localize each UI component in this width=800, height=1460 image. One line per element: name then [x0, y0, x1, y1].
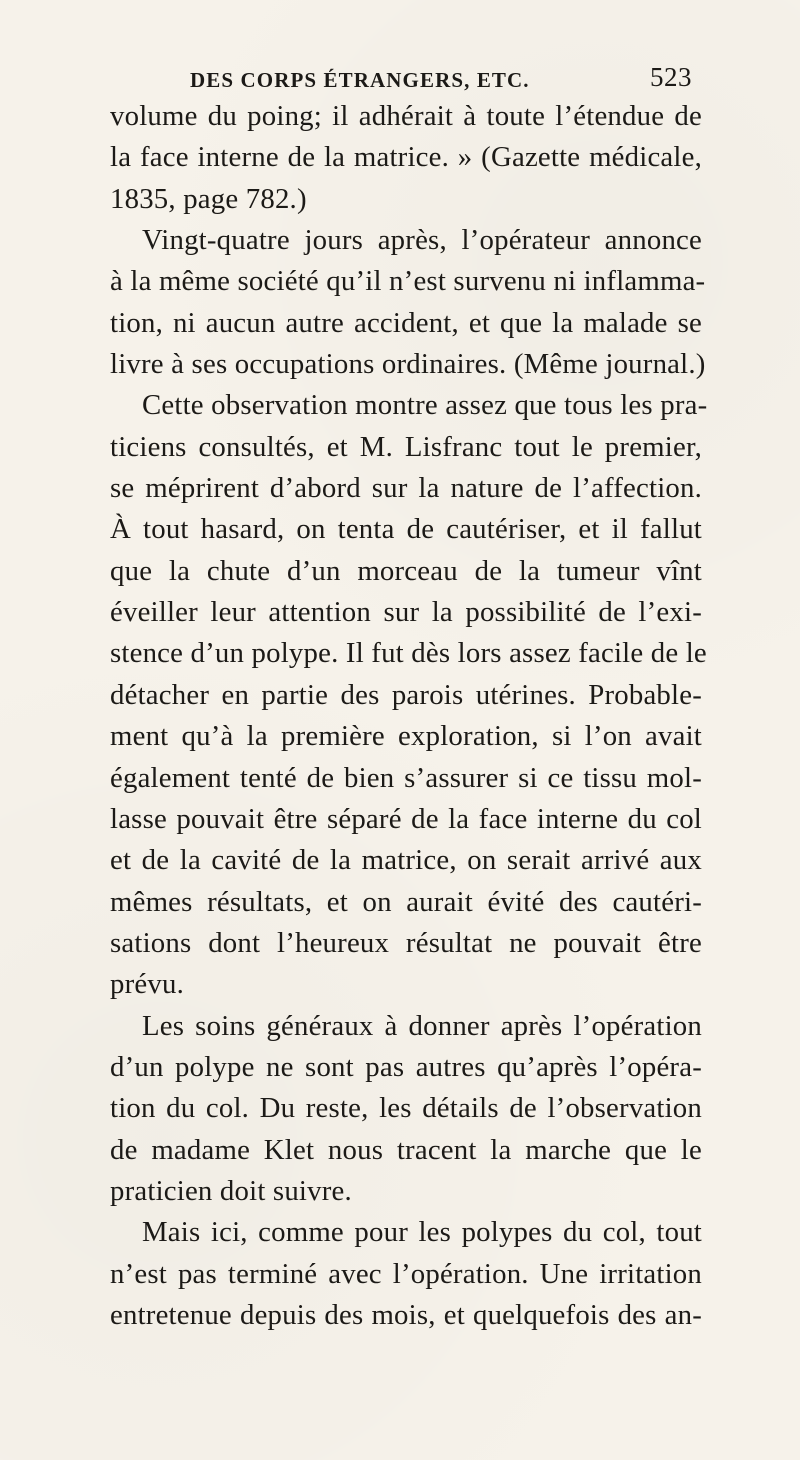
text-line: ment qu’à la première exploration, si l’on avait [110, 720, 702, 753]
text-line: que la chute d’un morceau de la tumeur vînt [110, 554, 702, 587]
body-text [110, 96, 708, 1336]
text-line: de madame Klet nous tracent la marche que le [110, 1133, 702, 1166]
text-line: À tout hasard, on tenta de cautériser, et il fallut [110, 513, 702, 546]
text-line: ticiens consultés, et M. Lisfranc tout le premier, [110, 430, 702, 463]
text-line: détacher en partie des parois utérines. Probable- [110, 678, 702, 711]
text-line: n’est pas terminé avec l’opération. Une irritation [110, 1257, 702, 1290]
text-line: stence d’un polype. Il fut dès lors assez facile de le [110, 637, 707, 670]
text-line: également tenté de bien s’assurer si ce tissu mol- [110, 761, 702, 794]
text-line: praticien doit suivre. [110, 1174, 352, 1207]
text-line: mêmes résultats, et on aurait évité des cautéri- [110, 885, 702, 918]
text-line: Vingt-quatre jours après, l’opérateur annonce [142, 224, 702, 257]
text-line: prévu. [110, 968, 184, 1001]
text-line: Cette observation montre assez que tous les pra- [142, 389, 708, 422]
text-line: sations dont l’heureux résultat ne pouvait être [110, 926, 702, 959]
running-head: DES CORPS ÉTRANGERS, ETC. [190, 68, 530, 92]
text-line: livre à ses occupations ordinaires. (Même journal.) [110, 348, 706, 381]
text-line: volume du poing; il adhérait à toute l’étendue de [110, 100, 702, 132]
text-line: 1835, page 782.) [110, 182, 307, 215]
text-line: Les soins généraux à donner après l’opération [142, 1009, 702, 1042]
text-line: tion, ni aucun autre accident, et que la malade se [110, 306, 702, 339]
text-line: la face interne de la matrice. » (Gazette médicale, [110, 141, 702, 174]
text-line: se méprirent d’abord sur la nature de l’affection. [110, 472, 702, 505]
text-line: à la même société qu’il n’est survenu ni inflamma- [110, 265, 706, 298]
text-line: et de la cavité de la matrice, on serait arrivé aux [110, 844, 702, 877]
page-number: 523 [650, 62, 692, 92]
text-line: éveiller leur attention sur la possibilité de l’exi- [110, 596, 702, 629]
text-line: entretenue depuis des mois, et quelquefois des an- [110, 1298, 702, 1331]
text-line: d’un polype ne sont pas autres qu’après l’opéra- [110, 1050, 702, 1083]
text-line: lasse pouvait être séparé de la face interne du col [110, 802, 702, 835]
text-line: Mais ici, comme pour les polypes du col, tout [142, 1216, 702, 1249]
text-line: tion du col. Du reste, les détails de l’observation [110, 1092, 702, 1125]
page-header [190, 64, 692, 100]
